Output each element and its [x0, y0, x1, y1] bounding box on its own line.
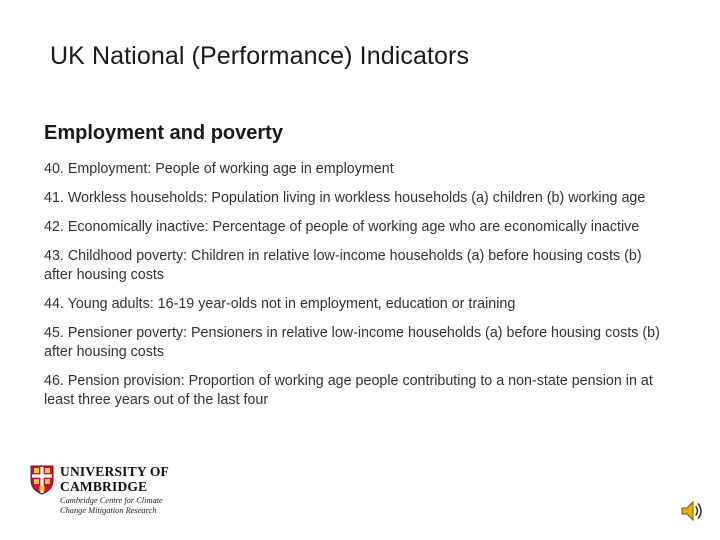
indicator-item: 44. Young adults: 16-19 year-olds not in employment, education or training [44, 296, 516, 312]
university-logo [30, 463, 169, 523]
university-name: UNIVERSITY OF CAMBRIDGE [60, 464, 169, 494]
indicator-item: 45. Pensioner poverty: Pensioners in relative low-income households (a) before housing costs (b) after housing costs [44, 325, 660, 360]
indicator-item: 43. Childhood poverty: Children in relative low-income households (a) before housing costs (b) after housing costs [44, 248, 642, 283]
crest-icon [30, 465, 54, 495]
research-centre-name: Cambridge Centre for Climate Change Mitigation Research [60, 496, 163, 515]
indicator-item: 42. Economically inactive: Percentage of people of working age who are economically inactive [44, 219, 640, 235]
section-heading: Employment and poverty [44, 122, 283, 144]
slide-title: UK National (Performance) Indicators [50, 42, 470, 70]
indicator-item: 46. Pension provision: Proportion of working age people contributing to a non-state pension in at least three years out of the last four [44, 373, 653, 408]
indicator-item: 41. Workless households: Population living in workless households (a) children (b) working age [44, 190, 646, 206]
indicator-item: 40. Employment: People of working age in employment [44, 161, 394, 177]
speaker-icon[interactable] [679, 498, 705, 524]
indicator-list [44, 160, 664, 420]
